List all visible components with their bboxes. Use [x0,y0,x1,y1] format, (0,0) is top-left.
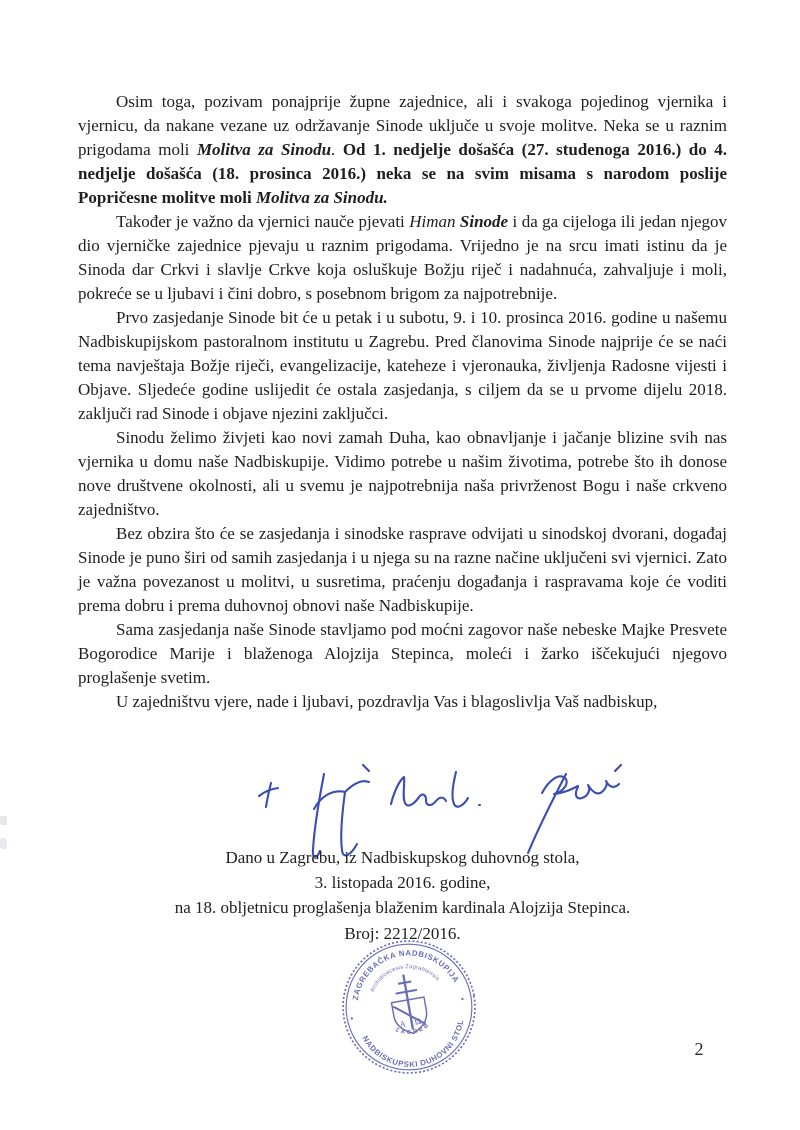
seal-graphic [341,939,477,1075]
seal-city-text: ZAGREB [394,1021,432,1036]
text-segment: Himan [409,212,460,231]
text-segment: Od 1. nedjelje došašća (27. studenoga 2016.) do 4. nedjelje došašća (18. prosinca 2016.) neka se na svim misama s narodom poslije Popričesne molitve moli [78,140,732,207]
scan-artifact-smudge [0,816,7,825]
text-segment: Osim toga, pozivam ponajprije župne zajednice, ali i svakoga pojedinog vjernika i vjernicu, da nakane vezane uz održavanje Sinode uključe u svoje molitve. Neka se u raznim prigodama moli [78,92,732,159]
paragraph [78,306,732,426]
closing-line-anniversary: na 18. obljetnicu proglašenja blaženim kardinala Alojzija Stepinca. [174,898,631,918]
seal-ring-text-bottom: NADBISKUPSKI DUHOVNI STOL [360,1018,466,1070]
paragraph [78,90,732,210]
text-segment: Sinode [459,212,509,231]
text-segment: Molitva za Sinodu. [256,188,388,207]
seal-ring-text-top: ZAGREBAČKA NADBISKUPIJA [350,948,461,1001]
scan-artifact-smudge [0,838,7,849]
seal-latin-text: Archidioecesis Zagrabiensis [369,964,441,994]
text-segment: Prvo zasjedanje Sinode bit će u petak i u subotu, 9. i 10. prosinca 2016. godine u našemu Nadbiskupijskom pastoralnom institutu u Zagrebu. Pred članovima Sinode najprije će se naći tema navještaja Božje riječi, evangelizacije, kateheze i vjeronauka, življenja Radosne vijesti i Objave. Sljedeće godine uslijedit će ostala zasjedanja, s ciljem da se u prvome dijelu 2018. zaključi rad Sinode i objave njezini zaključci. [78,308,732,423]
paragraph [78,210,732,306]
archdiocese-seal-stamp [341,939,477,1075]
page-number: 2 [694,1039,704,1059]
seal-omega-letter: Ω [413,1015,423,1027]
closing-block [78,845,727,946]
seal-alpha-letter: A [398,1018,407,1030]
closing-line-protocol-number: Broj: 2212/2016. [344,923,461,943]
paragraph [78,522,732,618]
text-segment: U zajedništvu vjere, nade i ljubavi, pozdravlja Vas i blagoslivlja Vaš nadbiskup, [116,692,658,711]
text-segment: Sama zasjedanja naše Sinode stavljamo pod moćni zagovor naše nebeske Majke Presvete Bogorodice Marije i blaženoga Alojzija Stepinca, moleći i žarko iščekujući njegovo proglašenje svetim. [78,620,732,687]
seal-separator-dot: • [349,1014,355,1024]
signature-strokes [259,765,621,857]
paragraph [78,618,732,690]
text-segment: i da ga cijeloga ili jedan njegov dio vjerničke zajednice pjevaju u raznim prigodama. Vrijedno je na srcu imati istinu da je Sinoda dar Crkvi i slavlje Crkve koja osluškuje Božju riječ i nadahnuća, zahvaljuje i moli, pokreće se u ljubavi i čini dobro, s posebnom brigom za najpotrebnije. [78,212,732,303]
closing-line-place: Dano u Zagrebu, iz Nadbiskupskog duhovnog stola, [225,848,580,867]
text-segment: . [331,140,343,159]
body-paragraphs [78,90,732,714]
paragraph [78,426,732,522]
paragraph [78,690,727,714]
text-segment: Molitva za Sinodu [196,140,332,159]
text-segment: Sinodu želimo živjeti kao novi zamah Duha, kao obnavljanje i jačanje blizine svih nas vjernika u domu naše Nadbiskupije. Vidimo potrebe u našim životima, potrebe što ih donose nove društvene okolnosti, ali u svemu je najpotrebnija naša privrženost Bogu i naše crkveno zajedništvo. [78,428,732,519]
closing-line-date: 3. listopada 2016. godine, [314,873,491,893]
text-segment: Bez obzira što će se zasjedanja i sinodske rasprave odvijati u sinodskoj dvorani, događaj Sinode je puno širi od samih zasjedanja i u njega su na razne načine uključeni svi vjernici. Zato je važna povezanost u molitvi, u susretima, praćenju događanja i raspravama koje će voditi prema dobru i prema duhovnoj obnovi naše Nadbiskupije. [78,524,732,615]
text-segment: Također je važno da vjernici nauče pjevati [116,212,410,231]
seal-separator-dot: • [460,994,465,1004]
